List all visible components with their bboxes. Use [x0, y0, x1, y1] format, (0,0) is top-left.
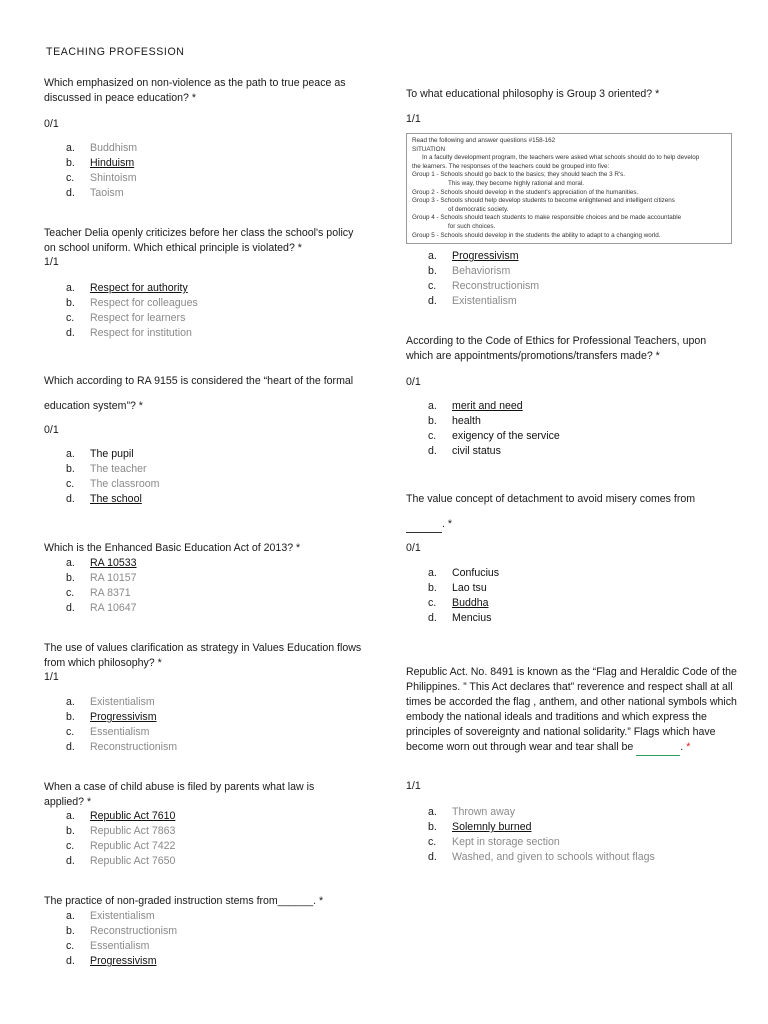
situation-line: Read the following and answer questions #158-162: [412, 137, 556, 144]
question-score: 1/1: [44, 671, 59, 683]
option-label: Republic Act 7650: [90, 855, 176, 867]
option-label: health: [452, 415, 481, 427]
option-letter: d.: [66, 602, 75, 614]
option-letter: c.: [66, 478, 75, 490]
option-label: Taoism: [90, 187, 124, 199]
selected-option-label: merit and need: [452, 400, 523, 412]
situation-line: Group 4 - Schools should teach students to make responsible choices and be made accountable: [412, 214, 682, 222]
option-label: Republic Act 7863: [90, 825, 176, 837]
option-letter: c.: [66, 172, 75, 184]
option-letter: c.: [66, 587, 75, 599]
option-letter: c.: [428, 280, 437, 292]
option-label: Kept in storage section: [452, 836, 560, 848]
question-score: 0/1: [44, 424, 59, 436]
option-letter: b.: [428, 582, 437, 594]
question-score: 0/1: [44, 118, 59, 130]
option-letter: c.: [66, 726, 75, 738]
option-label: Existentialism: [90, 910, 155, 922]
option-letter: c.: [428, 836, 437, 848]
situation-line: SITUATION: [412, 145, 446, 153]
option-label: Republic Act 7422: [90, 840, 176, 852]
option-letter: d.: [66, 955, 75, 967]
option-letter: d.: [66, 855, 75, 867]
option-letter: b.: [428, 415, 437, 427]
page-title: TEACHING PROFESSION: [46, 46, 185, 58]
situation-line: Group 5 - Schools should develop in the students the ability to adapt to a changing world.: [412, 231, 661, 239]
option-label: The classroom: [90, 478, 160, 490]
question-score: 1/1: [406, 113, 421, 125]
option-letter: b.: [428, 821, 437, 833]
question-text: Which emphasized on non-violence as the path to true peace as discussed in peace education? *: [44, 77, 346, 104]
question-text: To what educational philosophy is Group 3 oriented? *: [406, 88, 660, 100]
question-score: 1/1: [406, 780, 421, 792]
option-letter: a.: [66, 282, 75, 294]
option-letter: d.: [428, 445, 437, 457]
option-letter: b.: [66, 925, 75, 937]
question-text: Teacher Delia openly criticizes before her class the school's policy on school uniform. Which ethical principle is violated? *: [44, 227, 354, 254]
question-text-line1: Which according to RA 9155 is considered the “heart of the formal: [44, 375, 354, 387]
option-letter: c.: [66, 312, 75, 324]
option-letter: d.: [428, 851, 437, 863]
option-label: Reconstructionism: [90, 925, 178, 937]
option-label: Thrown away: [452, 806, 515, 818]
question-text: The practice of non-graded instruction stems from______. *: [44, 895, 324, 907]
option-label: Essentialism: [90, 940, 150, 952]
option-letter: b.: [66, 825, 75, 837]
selected-option-label: Hinduism: [90, 157, 135, 169]
selected-option-label: Progressivism: [452, 250, 519, 262]
option-label: RA 10647: [90, 602, 137, 614]
selected-option-label: RA 10533: [90, 557, 137, 569]
situation-line: This way, they become highly rational and moral.: [448, 179, 585, 187]
option-letter: a.: [66, 557, 75, 569]
required-marker: *: [686, 741, 691, 753]
option-letter: a.: [428, 250, 437, 262]
option-label: Buddhism: [90, 142, 138, 154]
question-text: When a case of child abuse is filed by parents what law is applied? *: [44, 781, 315, 808]
option-letter: c.: [428, 597, 437, 609]
option-letter: c.: [66, 840, 75, 852]
question-text: The use of values clarification as strategy in Values Education flows from which philosophy? *: [44, 642, 362, 669]
answer-blank: [636, 740, 680, 756]
option-letter: a.: [66, 448, 75, 460]
selected-option-label: Buddha: [452, 597, 489, 609]
option-letter: a.: [66, 810, 75, 822]
question-text-line2: education system”? *: [44, 400, 143, 412]
situation-line: In a faculty development program, the teachers were asked what schools should do to help develop: [422, 154, 700, 162]
situation-line: of democratic society.: [448, 205, 509, 213]
situation-line: for such choices.: [448, 222, 496, 230]
option-label: The teacher: [90, 463, 147, 475]
option-letter: a.: [428, 400, 437, 412]
option-letter: c.: [66, 940, 75, 952]
situation-line: Group 2 - Schools should develop in the student's appreciation of the humanities.: [412, 188, 639, 196]
option-label: Mencius: [452, 612, 492, 624]
selected-option-label: Republic Act 7610: [90, 810, 176, 822]
option-letter: d.: [428, 295, 437, 307]
option-label: Shintoism: [90, 172, 137, 184]
option-label: Reconstructionism: [452, 280, 540, 292]
option-letter: b.: [66, 157, 75, 169]
option-label: RA 10157: [90, 572, 137, 584]
question-score: 0/1: [406, 542, 421, 554]
selected-option-label: The school: [90, 493, 142, 505]
option-label: Respect for colleagues: [90, 297, 198, 309]
selected-option-label: Progressivism: [90, 711, 157, 723]
option-label: exigency of the service: [452, 430, 560, 442]
selected-option-label: Respect for authority: [90, 282, 188, 294]
option-label: Respect for learners: [90, 312, 186, 324]
option-label: civil status: [452, 445, 501, 457]
option-label: Behaviorism: [452, 265, 511, 277]
option-letter: c.: [428, 430, 437, 442]
option-label: Existentialism: [452, 295, 517, 307]
option-label: Lao tsu: [452, 582, 487, 594]
option-label: Reconstructionism: [90, 741, 178, 753]
option-letter: b.: [66, 297, 75, 309]
option-letter: d.: [428, 612, 437, 624]
situation-line: the learners. The responses of the teachers could be grouped into five:: [412, 162, 610, 170]
option-letter: a.: [428, 567, 437, 579]
answer-blank: [406, 517, 442, 533]
situation-line: Group 3 - Schools should help develop students to become enlightened and intelligent citizens: [412, 197, 675, 205]
option-letter: d.: [66, 327, 75, 339]
option-label: Existentialism: [90, 696, 155, 708]
option-letter: d.: [66, 187, 75, 199]
option-label: Essentialism: [90, 726, 150, 738]
option-letter: b.: [66, 463, 75, 475]
option-letter: b.: [66, 711, 75, 723]
option-letter: a.: [66, 142, 75, 154]
option-label: RA 8371: [90, 587, 131, 599]
option-letter: a.: [428, 806, 437, 818]
option-letter: a.: [66, 696, 75, 708]
question-text: Which is the Enhanced Basic Education Act of 2013? *: [44, 542, 301, 554]
question-text: According to the Code of Ethics for Professional Teachers, upon which are appointments/promotions/transfers made? *: [406, 335, 707, 362]
option-letter: d.: [66, 493, 75, 505]
question-text-line1: The value concept of detachment to avoid misery comes from: [406, 493, 696, 505]
option-label: The pupil: [90, 448, 134, 460]
option-letter: b.: [428, 265, 437, 277]
option-label: Confucius: [452, 567, 500, 579]
option-label: Washed, and given to schools without flags: [452, 851, 655, 863]
option-label: Respect for institution: [90, 327, 192, 339]
selected-option-label: Progressivism: [90, 955, 157, 967]
question-text: Republic Act. No. 8491 is known as the “Flag and Heraldic Code of the Philippines. ” This Act declares that” reverence and respect shall at all times be accorded the flag , anthem, and other national symbols which embody the national ideals and traditions and which express the principles of sovereignty and national solidarity.” Flags which have become worn out through wear and tear shall be . *: [406, 665, 740, 756]
question-score: 0/1: [406, 376, 421, 388]
selected-option-label: Solemnly burned: [452, 821, 532, 833]
situation-line: Group 1 - Schools should go back to the basics; they should teach the 3 R's.: [412, 171, 625, 179]
question-score: 1/1: [44, 256, 59, 268]
situation-box: [406, 133, 732, 244]
option-letter: a.: [66, 910, 75, 922]
option-letter: d.: [66, 741, 75, 753]
question-text-line2: . *: [406, 517, 452, 533]
option-letter: b.: [66, 572, 75, 584]
